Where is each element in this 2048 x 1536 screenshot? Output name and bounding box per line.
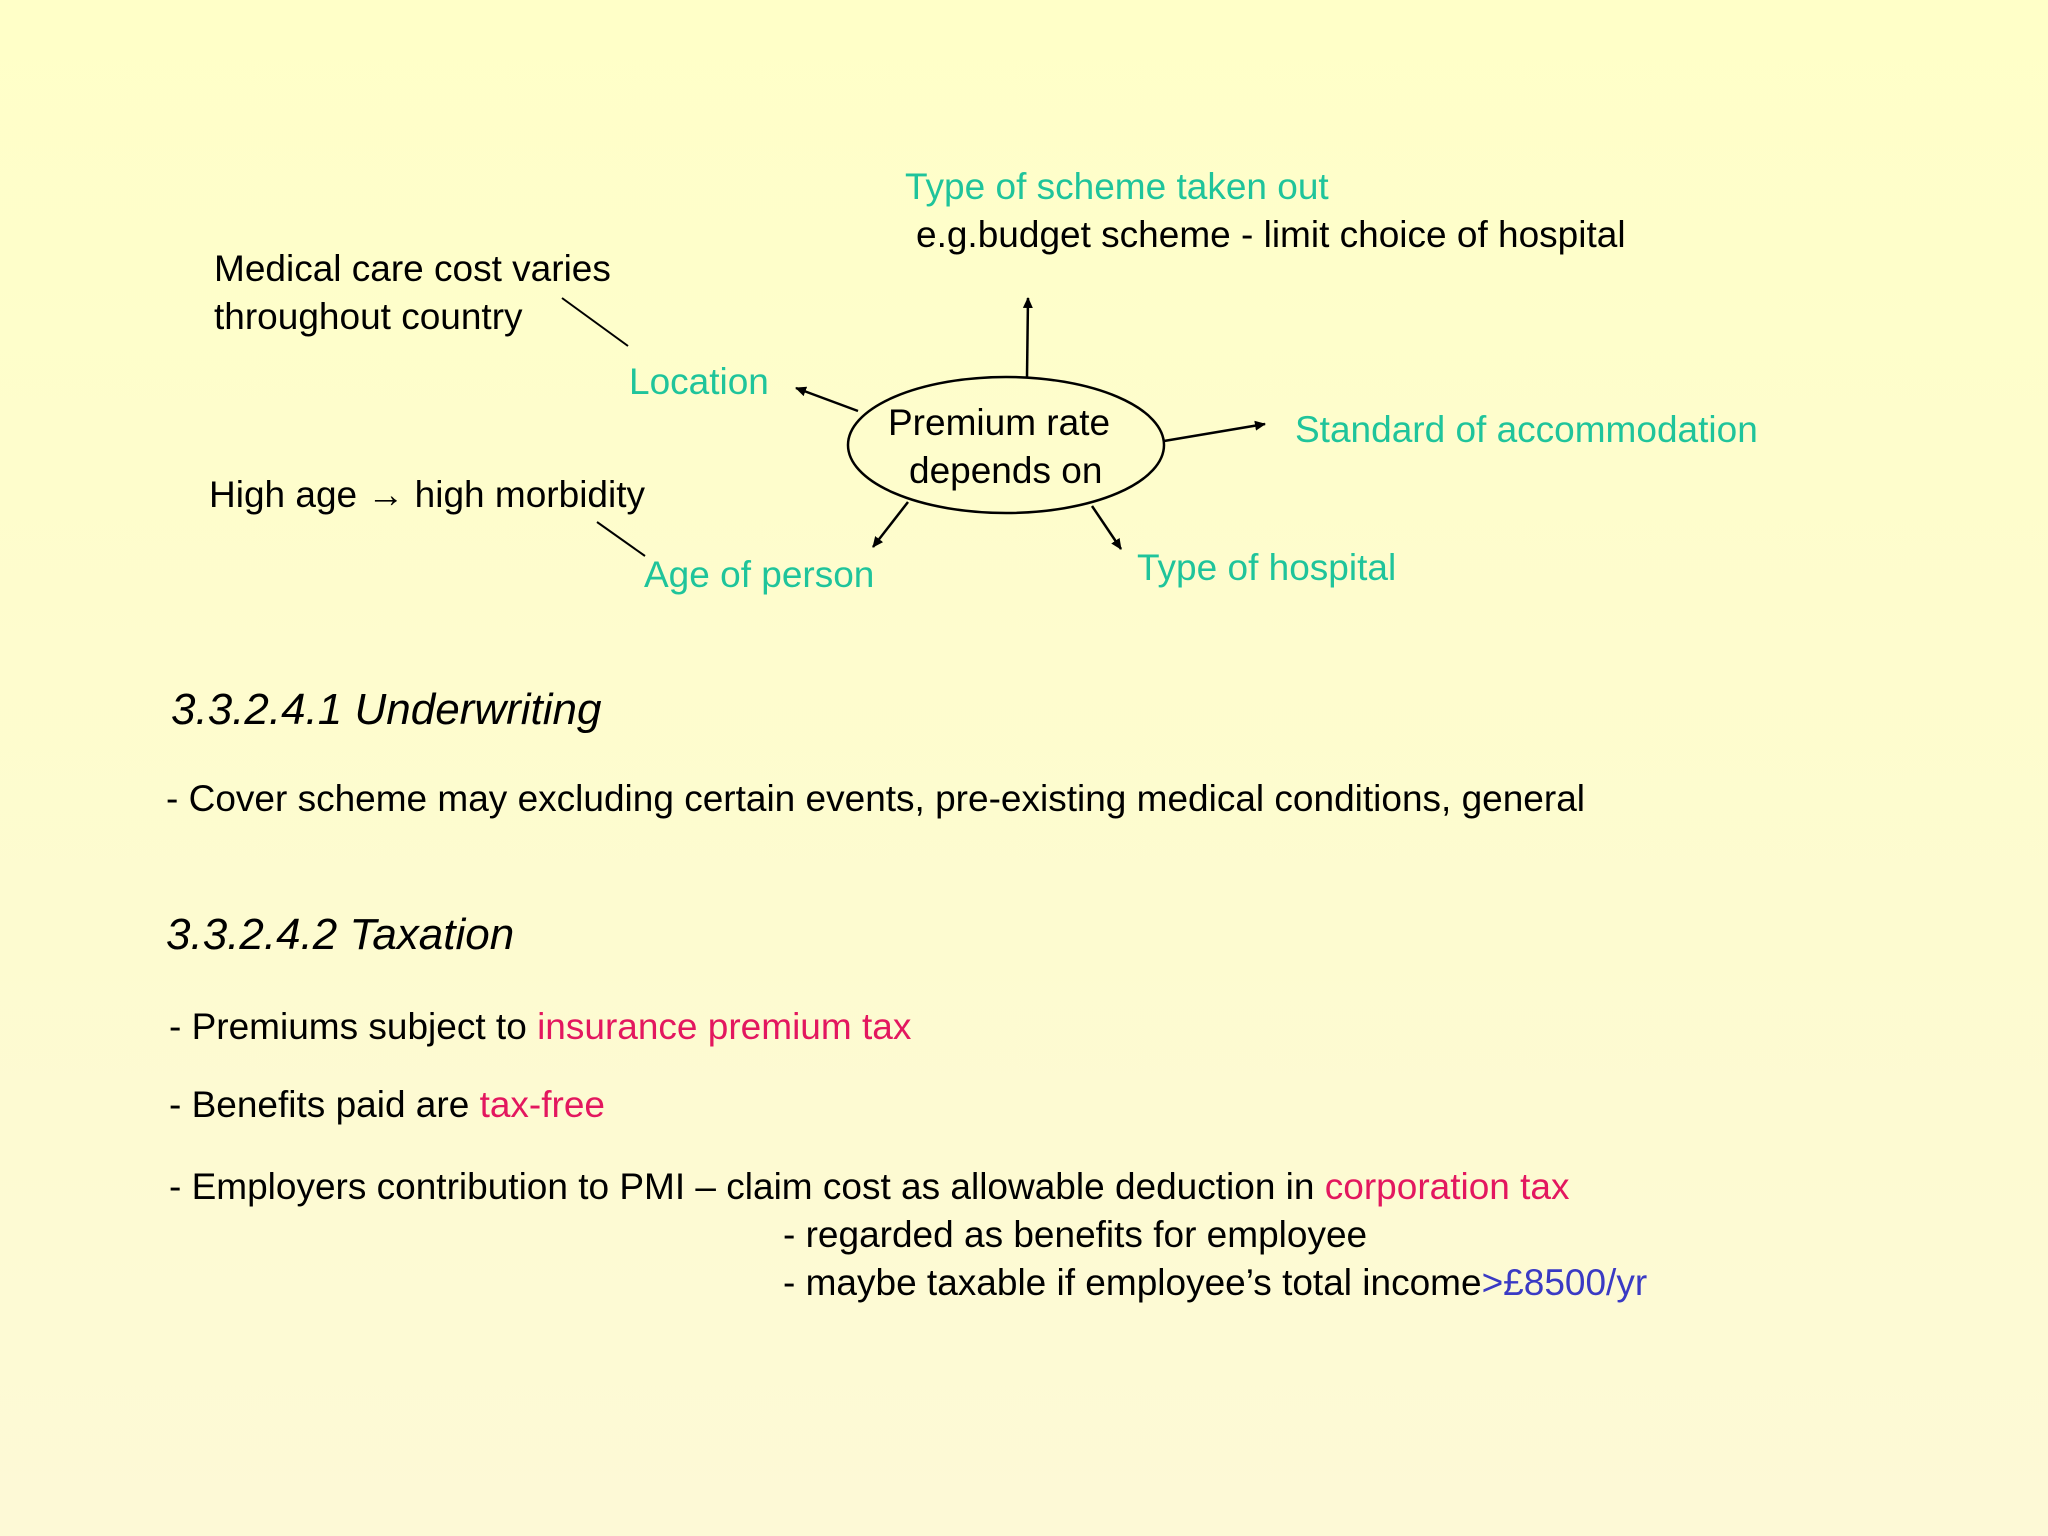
- taxation-heading: 3.3.2.4.2 Taxation: [166, 910, 515, 959]
- arrow-to-scheme: [1027, 298, 1028, 377]
- arrow-to-location: [796, 388, 858, 411]
- connector-age-note: [597, 522, 645, 556]
- taxation-bullet-premiums: [169, 1006, 911, 1048]
- employers-text: - Employers contribution to PMI – claim cost as allowable deduction in: [169, 1166, 1325, 1207]
- taxation-bullet-employers: [169, 1166, 1570, 1208]
- center-label-line2: depends on: [909, 450, 1103, 491]
- arrow-to-accommodation: [1164, 424, 1265, 441]
- tax-free-highlight: tax-free: [479, 1084, 605, 1125]
- accommodation-label: Standard of accommodation: [1295, 409, 1758, 450]
- income-threshold-highlight: >£8500/yr: [1481, 1262, 1648, 1303]
- arrow-to-age: [873, 502, 908, 547]
- arrow-to-hospital-type: [1092, 506, 1121, 549]
- location-note-line2: throughout country: [214, 296, 523, 337]
- underwriting-heading: 3.3.2.4.1 Underwriting: [171, 685, 602, 734]
- taxation-bullet-benefits: [169, 1084, 605, 1126]
- employers-sub-taxable: [783, 1262, 1647, 1304]
- hospital-type-label: Type of hospital: [1137, 547, 1397, 588]
- location-note-line1: Medical care cost varies: [214, 248, 611, 289]
- corporation-tax-highlight: corporation tax: [1324, 1166, 1570, 1207]
- location-label: Location: [629, 361, 769, 402]
- connector-location-note: [562, 298, 628, 346]
- underwriting-line: - Cover scheme may excluding certain events, pre-existing medical conditions, general: [166, 778, 1586, 819]
- employers-sub-benefits: - regarded as benefits for employee: [783, 1214, 1368, 1255]
- center-label-line1: Premium rate: [888, 402, 1111, 443]
- insurance-premium-tax-highlight: insurance premium tax: [537, 1006, 912, 1047]
- benefits-text: - Benefits paid are: [169, 1084, 480, 1125]
- age-label: Age of person: [644, 554, 875, 595]
- age-note-text: High age → high morbidity: [209, 474, 645, 515]
- premiums-text: - Premiums subject to: [169, 1006, 538, 1047]
- scheme-type-label: Type of scheme taken out: [905, 166, 1329, 207]
- taxable-text: - maybe taxable if employee’s total income: [783, 1262, 1482, 1303]
- scheme-example-text: e.g.budget scheme - limit choice of hospital: [916, 214, 1626, 255]
